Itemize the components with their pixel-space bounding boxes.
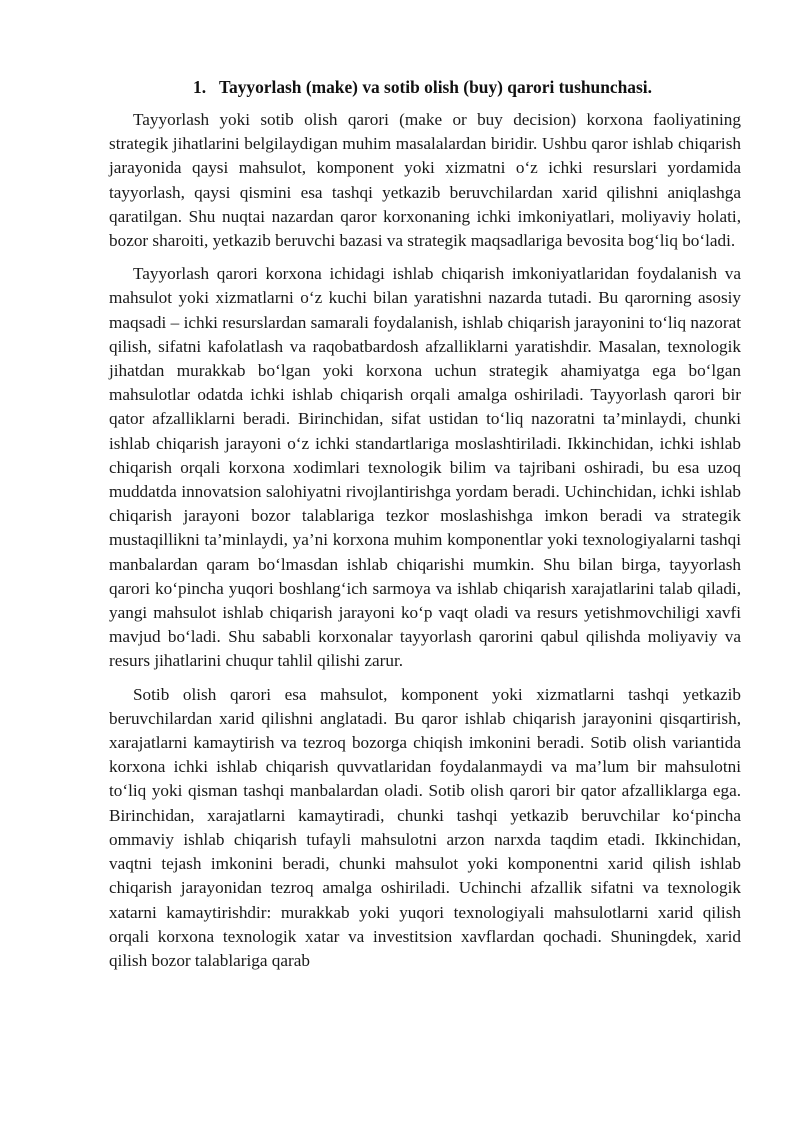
section-heading [109,76,741,98]
paragraph: Tayyorlash yoki sotib olish qarori (make or buy decision) korxona faoliyatining strategik jihatlarini belgilaydigan muhim masalalardan biridir. Ushbu qaror ishlab chiqarish jarayonida qaysi mahsulot, komponent yoki xizmatni o‘z ichki resurslari yordamida tayyorlash, qaysi qismini esa tashqi yetkazib beruvchilardan xarid qilishni aniqlashga qaratilgan. Shu nuqtai nazardan qaror korxonaning ichki imkoniyatlari, moliyaviy holati, bozor sharoiti, yetkazib beruvchi bazasi va strategik maqsadlariga bevosita bog‘liq bo‘ladi. [109,110,741,251]
section-title: Tayyorlash (make) va sotib olish (buy) qarori tushunchasi. [219,77,652,97]
paragraph: Sotib olish qarori esa mahsulot, komponent yoki xizmatlarni tashqi yetkazib beruvchilardan xarid qilishni anglatadi. Bu qaror ishlab chiqarish jarayonini qisqartirish, xarajatlarni kamaytirish va tezroq bozorga chiqish imkonini beradi. Sotib olish variantida korxona ichki ishlab chiqarish quvvatlaridan foydalanmaydi va ma’lum bir mahsulotni to‘liq yoki qisman tashqi manbalardan oladi. Sotib olish qarori bir qator afzalliklarga ega. Birinchidan, xarajatlarni kamaytiradi, chunki tashqi yetkazib beruvchilar ko‘pincha ommaviy ishlab chiqarish tufayli mahsulotni arzon narxda taqdim etadi. Ikkinchidan, vaqtni tejash imkonini beradi, chunki mahsulot yoki komponentni xarid qilish ishlab chiqarish jarayonidan tezroq amalga oshiriladi. Uchinchi afzallik sifatni va texnologik xatarni kamaytirishdir: murakkab yoki yuqori texnologiyali mahsulotlarni xarid qilish orqali korxona texnologik xatar va investitsion xavflardan qochadi. Shuningdek, xarid qilish bozor talablariga qarab [109,684,741,970]
section-number: 1. [193,77,207,97]
paragraph: Tayyorlash qarori korxona ichidagi ishlab chiqarish imkoniyatlaridan foydalanish va mahsulot yoki xizmatlarni o‘z kuchi bilan yaratishni nazarda tutadi. Bu qarorning asosiy maqsadi – ichki resurslardan samarali foydalanish, ishlab chiqarish jarayonini to‘liq nazorat qilish, sifatni kafolatlash va raqobatbardosh afzalliklarni yaratishdir. Masalan, texnologik jihatdan murakkab bo‘lgan yoki korxona uchun strategik ahamiyatga ega bo‘lgan mahsulotlar odatda ichki ishlab chiqarish orqali amalga oshiriladi. Tayyorlash qarori bir qator afzalliklarni beradi. Birinchidan, sifat ustidan to‘liq nazoratni ta’minlaydi, chunki ishlab chiqarish jarayoni o‘z ichki standartlariga moslashtiriladi. Ikkinchidan, ichki ishlab chiqarish orqali korxona xodimlari texnologik bilim va tajribani oshiradi, bu esa uzoq muddatda innovatsion salohiyatni rivojlantirishga yordam beradi. Uchinchidan, ichki ishlab chiqarish jarayoni bozor talablariga tezkor moslashishga imkon beradi va strategik mustaqillikni ta’minlaydi, ya’ni korxona muhim komponentlar yoki texnologiyalarni tashqi manbalardan qaram bo‘lmasdan ishlab chiqarishi mumkin. Shu bilan birga, tayyorlash qarori ko‘pincha yuqori boshlang‘ich sarmoya va ishlab chiqarish xarajatlarini talab qiladi, yangi mahsulot ishlab chiqarish jarayoni ko‘p vaqt oladi va resurs yetishmovchiligi xavfi mavjud bo‘ladi. Shu sababli korxonalar tayyorlash qarorini qabul qilishda moliyaviy va resurs jihatlarini chuqur tahlil qilishi zarur. [109,264,741,671]
